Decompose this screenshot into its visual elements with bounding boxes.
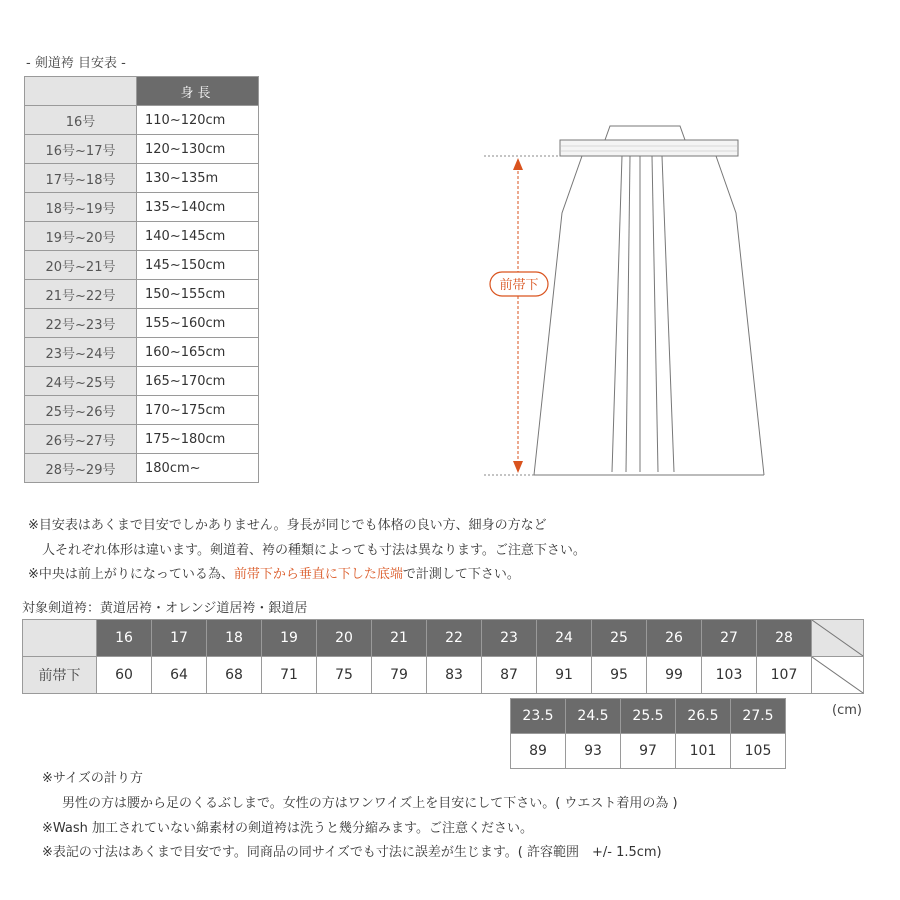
- measure-size-cell: 19: [262, 620, 317, 657]
- guide-height-cell: 170~175cm: [137, 396, 259, 425]
- guide-row: [25, 338, 259, 367]
- half-value-cell: 97: [621, 734, 676, 769]
- note-line-3: [28, 563, 520, 582]
- diagram-label: 前帯下: [499, 278, 539, 293]
- guide-height-cell: 180cm~: [137, 454, 259, 483]
- measure-value-cell: 64: [152, 657, 207, 694]
- measure-value-cell: 95: [592, 657, 647, 694]
- measure-guide-lines: [484, 156, 560, 475]
- footer-line-2: 男性の方は腰から足のくるぶしまで。女性の方はワンワイズ上を目安にして下さい。( ウエスト着用の為 ): [62, 796, 678, 811]
- measure-value-cell: 75: [317, 657, 372, 694]
- half-size-cell: 25.5: [621, 699, 676, 734]
- guide-corner-cell: [25, 77, 137, 106]
- guide-row: [25, 222, 259, 251]
- guide-height-cell: 160~165cm: [137, 338, 259, 367]
- measure-value-cell: 103: [702, 657, 757, 694]
- target-products: 対象剣道袴：黄道居袴・オレンジ道居袴・銀道居: [22, 601, 308, 616]
- note-line-3-emphasis: 前帯下から垂直に下した底端: [233, 567, 403, 582]
- note-line-1: ※目安表はあくまで目安でしかありません。身長が同じでも体格の良い方、細身の方など: [28, 518, 547, 533]
- hakama-waistband: [560, 126, 738, 156]
- guide-row: [25, 396, 259, 425]
- guide-size-cell: 21号~22号: [25, 280, 137, 309]
- guide-height-cell: 110~120cm: [137, 106, 259, 135]
- guide-size-cell: 22号~23号: [25, 309, 137, 338]
- measure-corner-cell: [23, 620, 97, 657]
- guide-size-cell: 16号~17号: [25, 135, 137, 164]
- diagonal-line: [812, 620, 863, 656]
- measure-value-cell: 91: [537, 657, 592, 694]
- guide-size-cell: 19号~20号: [25, 222, 137, 251]
- guide-row: [25, 193, 259, 222]
- guide-row: [25, 309, 259, 338]
- footer-line-3: ※Wash 加工されていない綿素材の剣道袴は洗うと幾分縮みます。ご注意ください。: [42, 821, 533, 836]
- guide-size-cell: 28号~29号: [25, 454, 137, 483]
- guide-height-cell: 135~140cm: [137, 193, 259, 222]
- measure-size-cell: 16: [97, 620, 152, 657]
- half-size-cell: 27.5: [731, 699, 786, 734]
- half-value-cell: 101: [676, 734, 731, 769]
- measure-value-cell: 68: [207, 657, 262, 694]
- measure-empty-cell: [812, 620, 864, 657]
- measure-size-cell: 28: [757, 620, 812, 657]
- guide-height-cell: 120~130cm: [137, 135, 259, 164]
- guide-size-cell: 24号~25号: [25, 367, 137, 396]
- measure-size-cell: 20: [317, 620, 372, 657]
- measure-size-cell: 21: [372, 620, 427, 657]
- measure-value-cell: 60: [97, 657, 152, 694]
- unit-label: (cm): [832, 703, 862, 718]
- measure-size-cell: 25: [592, 620, 647, 657]
- guide-header-row: [25, 77, 259, 106]
- measure-row-label: 前帯下: [23, 657, 97, 694]
- note-line-3-b: で計測して下さい。: [402, 567, 520, 582]
- guide-title: - 剣道袴 目安表 -: [26, 56, 126, 71]
- measure-size-cell: 27: [702, 620, 757, 657]
- guide-row: [25, 251, 259, 280]
- guide-height-cell: 155~160cm: [137, 309, 259, 338]
- footer-line-1: ※サイズの計り方: [42, 771, 143, 786]
- guide-height-cell: 175~180cm: [137, 425, 259, 454]
- measure-table: [22, 619, 864, 694]
- footer-line-4: ※表記の寸法はあくまで目安です。同商品の同サイズでも寸法に誤差が生じます。( 許容範囲 +/- 1.5cm): [42, 845, 662, 860]
- guide-row: [25, 425, 259, 454]
- hakama-outline: [534, 156, 764, 475]
- guide-size-cell: 17号~18号: [25, 164, 137, 193]
- measure-value-cell: 87: [482, 657, 537, 694]
- measure-size-cell: 18: [207, 620, 262, 657]
- hakama-diagram: [470, 118, 770, 488]
- guide-height-cell: 145~150cm: [137, 251, 259, 280]
- half-value-cell: 105: [731, 734, 786, 769]
- measure-size-row: [23, 620, 864, 657]
- guide-height-cell: 130~135m: [137, 164, 259, 193]
- size-guide-table: [24, 76, 259, 483]
- guide-size-cell: 16号: [25, 106, 137, 135]
- guide-height-cell: 140~145cm: [137, 222, 259, 251]
- measure-value-cell: 79: [372, 657, 427, 694]
- measure-empty-cell: [812, 657, 864, 694]
- measure-size-cell: 17: [152, 620, 207, 657]
- note-line-3-a: ※中央は前上がりになっている為、: [28, 567, 234, 582]
- measure-size-cell: 26: [647, 620, 702, 657]
- guide-row: [25, 367, 259, 396]
- half-size-cell: 23.5: [511, 699, 566, 734]
- half-size-table: [510, 698, 786, 769]
- measure-value-cell: 99: [647, 657, 702, 694]
- guide-row: [25, 280, 259, 309]
- diagonal-line: [812, 657, 863, 693]
- guide-row: [25, 164, 259, 193]
- guide-size-cell: 26号~27号: [25, 425, 137, 454]
- guide-height-cell: 165~170cm: [137, 367, 259, 396]
- guide-size-cell: 25号~26号: [25, 396, 137, 425]
- guide-height-cell: 150~155cm: [137, 280, 259, 309]
- guide-row: [25, 454, 259, 483]
- guide-size-cell: 18号~19号: [25, 193, 137, 222]
- guide-row: [25, 106, 259, 135]
- guide-size-cell: 23号~24号: [25, 338, 137, 367]
- half-size-row: [511, 699, 786, 734]
- measure-size-cell: 22: [427, 620, 482, 657]
- measure-size-cell: 24: [537, 620, 592, 657]
- measure-value-row: [23, 657, 864, 694]
- note-line-2: 人それぞれ体形は違います。剣道着、袴の種類によっても寸法は異なります。ご注意下さい。: [42, 543, 586, 558]
- half-size-cell: 24.5: [566, 699, 621, 734]
- measure-value-cell: 71: [262, 657, 317, 694]
- half-value-cell: 93: [566, 734, 621, 769]
- half-value-row: [511, 734, 786, 769]
- measure-size-cell: 23: [482, 620, 537, 657]
- guide-header-height: 身長: [137, 77, 259, 106]
- measure-value-cell: 107: [757, 657, 812, 694]
- measure-value-cell: 83: [427, 657, 482, 694]
- guide-size-cell: 20号~21号: [25, 251, 137, 280]
- half-value-cell: 89: [511, 734, 566, 769]
- guide-row: [25, 135, 259, 164]
- half-size-cell: 26.5: [676, 699, 731, 734]
